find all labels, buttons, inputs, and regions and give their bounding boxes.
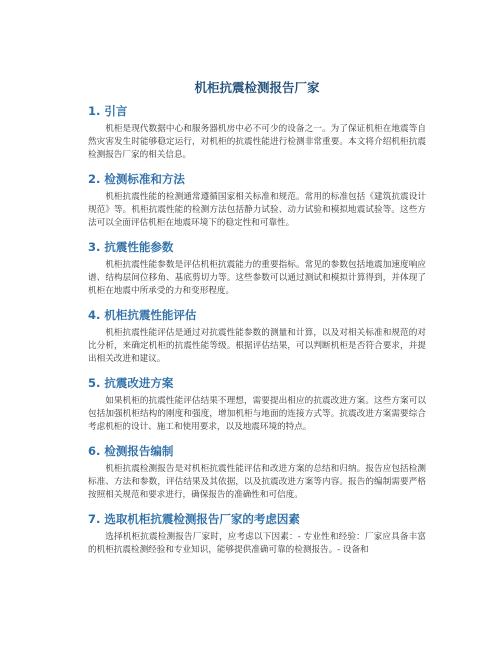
section-heading: 2. 检测标准和方法 [88, 172, 185, 186]
section-heading: 3. 抗震性能参数 [88, 240, 174, 254]
section-selection-factors [88, 512, 426, 557]
section-heading: 4. 机柜抗震性能评估 [88, 308, 197, 322]
section-performance-evaluation [88, 308, 426, 366]
section-heading: 5. 抗震改进方案 [88, 376, 174, 390]
section-heading: 6. 检测报告编制 [88, 444, 174, 458]
section-seismic-parameters [88, 240, 426, 298]
section-heading: 1. 引言 [88, 104, 128, 118]
section-body: 选择机柜抗震检测报告厂家时，应考虑以下因素：- 专业性和经验：厂家应具备丰富的机柜抗震检测经验和专业知识，能够提供准确可靠的检测报告。- 设备和 [88, 532, 426, 555]
section-report-preparation [88, 444, 426, 502]
section-heading: 7. 选取机柜抗震检测报告厂家的考虑因素 [88, 512, 300, 526]
document-title: 机柜抗震检测报告厂家 [194, 80, 320, 95]
section-standards-methods [88, 172, 426, 230]
section-introduction [88, 104, 426, 162]
section-body: 机柜抗震性能评估是通过对抗震性能参数的测量和计算，以及对相关标准和规范的对比分析，来确定机柜的抗震性能等级。根据评估结果，可以判断机柜是否符合要求，并提出相关改进和建议。 [88, 328, 426, 364]
section-body: 如果机柜的抗震性能评估结果不理想，需要提出相应的抗震改进方案。这些方案可以包括加强机柜结构的刚度和强度，增加机柜与地面的连接方式等。抗震改进方案需要综合考虑机柜的设计、施工和使用要求，以及地震环境的特点。 [88, 396, 426, 432]
section-body: 机柜抗震性能参数是评估机柜抗震能力的重要指标。常见的参数包括地震加速度响应谱、结构层间位移角、基底剪切力等。这些参数可以通过测试和模拟计算得到，并体现了机柜在地震中所承受的力和变形程度。 [88, 260, 426, 296]
section-body: 机柜是现代数据中心和服务器机房中必不可少的设备之一。为了保证机柜在地震等自然灾害发生时能够稳定运行，对机柜的抗震性能进行检测非常重要。本文将介绍机柜抗震检测报告厂家的相关信息。 [88, 124, 426, 160]
section-body: 机柜抗震性能的检测通常遵循国家相关标准和规范。常用的标准包括《建筑抗震设计规范》等。机柜抗震性能的检测方法包括静力试验、动力试验和模拟地震试验等。这些方法可以全面评估机柜在地震环境下的稳定性和可靠性。 [88, 192, 426, 228]
section-improvement-plan [88, 376, 426, 434]
section-body: 机柜抗震检测报告是对机柜抗震性能评估和改进方案的总结和归纳。报告应包括检测标准、方法和参数，评估结果及其依据，以及抗震改进方案等内容。报告的编制需要严格按照相关规范和要求进行，确保报告的准确性和可信度。 [88, 464, 426, 500]
